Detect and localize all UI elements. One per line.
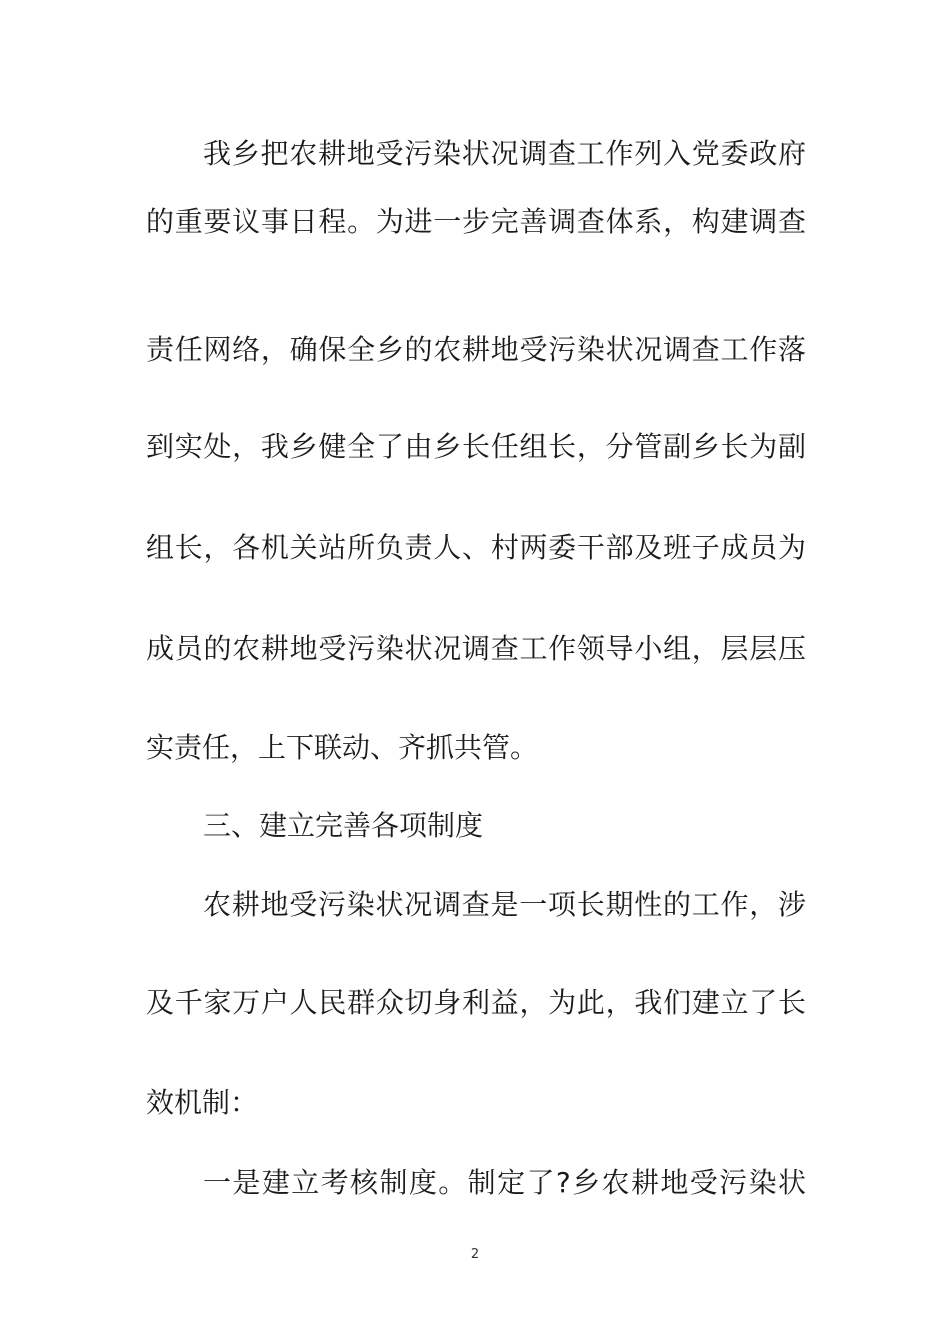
paragraph-1-line-4: 到实处，我乡健全了由乡长任组长，分管副乡长为副	[146, 430, 806, 463]
paragraph-2-line-3: 效机制：	[146, 1086, 259, 1119]
paragraph-1-line-5: 组长，各机关站所负责人、村两委干部及班子成员为	[146, 531, 806, 564]
paragraph-2-line-1: 农耕地受污染状况调查是一项长期性的工作，涉	[203, 888, 806, 921]
page-number: 2	[470, 1247, 480, 1262]
paragraph-1-line-2: 的重要议事日程。为进一步完善调查体系，构建调查	[146, 205, 806, 238]
paragraph-3-line-1: 一是建立考核制度。制定了?乡农耕地受污染状	[203, 1166, 806, 1199]
paragraph-1-line-1: 我乡把农耕地受污染状况调查工作列入党委政府	[203, 137, 806, 170]
paragraph-1-line-7: 实责任，上下联动、齐抓共管。	[146, 731, 539, 764]
paragraph-2-line-2: 及千家万户人民群众切身利益，为此，我们建立了长	[146, 986, 806, 1019]
paragraph-1-line-6: 成员的农耕地受污染状况调查工作领导小组，层层压	[146, 632, 806, 665]
section-heading: 三、建立完善各项制度	[203, 809, 484, 842]
paragraph-1-line-3: 责任网络，确保全乡的农耕地受污染状况调查工作落	[146, 333, 806, 366]
